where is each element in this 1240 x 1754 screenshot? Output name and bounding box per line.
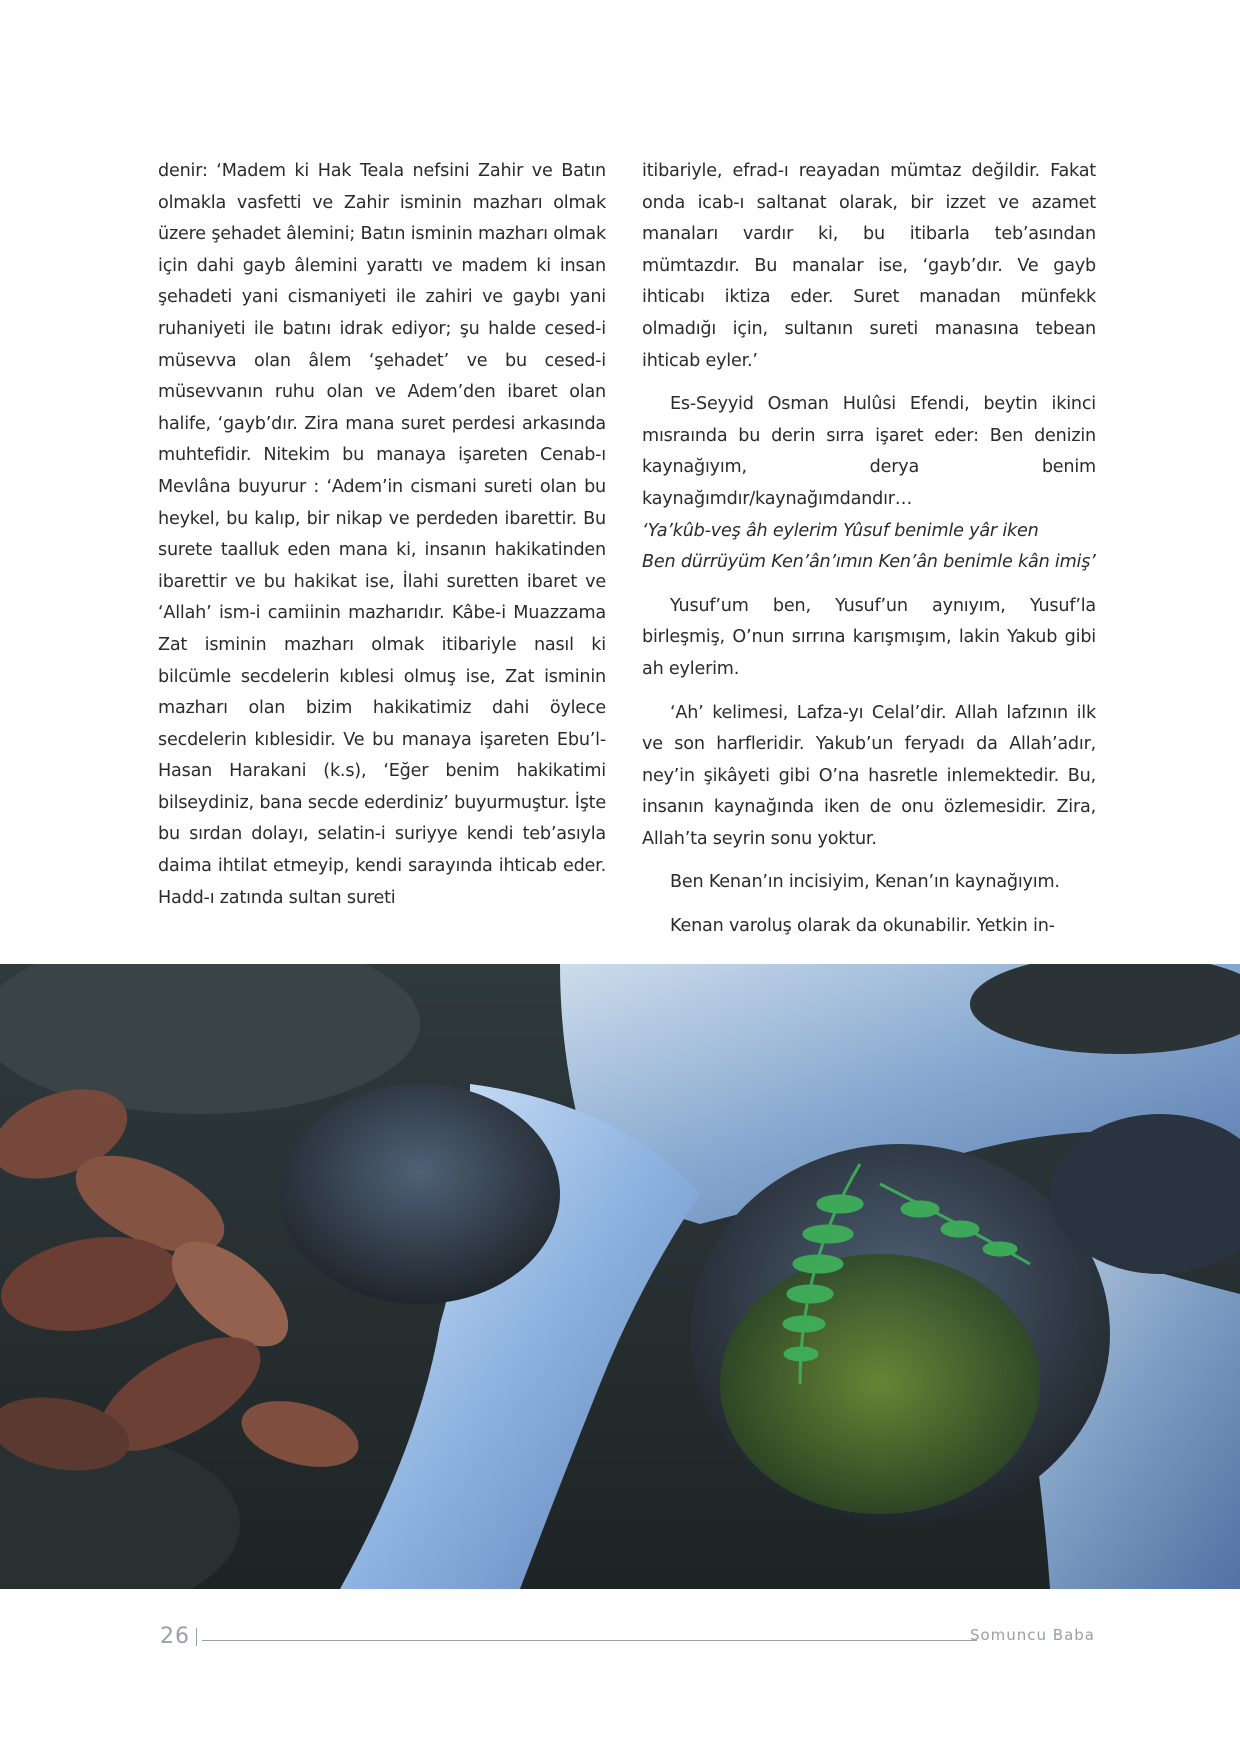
paragraph-1: itibariyle, efrad-ı reayadan mümtaz değildir. Fakat onda icab-ı saltanat olarak, bir izzet ve azamet manaları vardır ki, bu itibarla teb’asından mümtazdır. Bu manalar ise, ‘gayb’dır. Ve gayb ihticabı iktiza eder. Suret manadan münfekk olmadığı için, sultanın sureti manasına tebean ihticab eyler.’ xyxy=(642,161,1096,371)
paragraph-6: Kenan varoluş olarak da okunabilir. Yetkin in- xyxy=(670,916,1055,937)
paragraph-4: ‘Ah’ kelimesi, Lafza-yı Celal’dir. Allah lafzının ilk ve son harfleridir. Yakub’un feryadı da Allah’adır, ney’in şikâyeti gibi O’na hasretle inlemektedir. Bu, insanın kaynağında iken de onu özlemesidir. Zira, Allah’ta seyrin sonu yoktur. xyxy=(642,702,1096,849)
center-rock-moss xyxy=(720,1254,1040,1514)
footer xyxy=(160,1622,1095,1652)
paragraph-3: Yusuf’um ben, Yusuf’un aynıyım, Yusuf’la birleşmiş, O’nun sırrına karışmışım, lakin Yakub gibi ah eylerim. xyxy=(642,595,1096,679)
footer-divider-tick xyxy=(196,1628,197,1646)
stream-photo xyxy=(0,964,1240,1589)
page-number: 26 xyxy=(160,1624,190,1649)
paragraph-5: Ben Kenan’ın incisiyim, Kenan’ın kaynağıyım. xyxy=(670,872,1060,893)
verse-line-2: Ben dürrüyüm Ken’ân’ımın Ken’ân benimle kân imiş’ xyxy=(642,552,1096,573)
right-column xyxy=(642,156,1096,943)
mid-left-rock xyxy=(280,1084,560,1304)
left-column xyxy=(158,156,606,914)
paragraph-2: Es-Seyyid Osman Hulûsi Efendi, beytin ikinci mısraında bu derin sırra işaret eder: Ben denizin kaynağıyım, derya benim kaynağımdır/kaynağımdandır… xyxy=(642,394,1096,509)
footer-rule xyxy=(202,1640,977,1641)
magazine-name: Somuncu Baba xyxy=(969,1626,1095,1644)
left-column-text: denir: ‘Madem ki Hak Teala nefsini Zahir ve Batın olmakla vasfetti ve Zahir isminin mazharı olmak üzere şehadet âlemini; Batın isminin mazharı olmak için dahi gayb âlemini yarattı ve madem ki insan şehadeti yani cismaniyeti ile zahiri ve gaybı yani ruhaniyeti ile batını idrak ediyor; şu halde cesed-i müsevva olan âlem ‘şehadet’ ve bu cesed-i müsevvanın ruhu olan ve Adem’den ibaret olan halife, ‘gayb’dır. Zira mana suret perdesi arkasında muhtefidir. Nitekim bu manaya işareten Cenab-ı Mevlâna buyurur : ‘Adem’in cismani sureti olan bu heykel, bu kalıp, bir nikap ve perdeden ibarettir. Bu surete taalluk eden mana ki, insanın hakikatinden ibarettir ve bu hakikat ise, İlahi suretten ibaret ve ‘Allah’ ism-i camiinin mazharıdır. Kâbe-i Muazzama Zat isminin mazharı olmak itibariyle nasıl ki bilcümle secdelerin kıblesi olmuş ise, Zat isminin mazharı olan bizim hakikatimiz dahi öylece secdelerin kıblesidir. Ve bu manaya işareten Ebu’l-Hasan Harakani (k.s), ‘Eğer benim hakikatimi bilseydiniz, bana secde ederdiniz’ buyurmuştur. İşte bu sırdan dolayı, selatin-i suriyye kendi teb’asıyla daima ihtilat etmeyip, kendi sarayında ihticab eder. Hadd-ı zatında sultan sureti xyxy=(158,161,606,908)
verse-line-1: ‘Ya’kûb-veş âh eylerim Yûsuf benimle yâr iken xyxy=(642,520,1039,541)
